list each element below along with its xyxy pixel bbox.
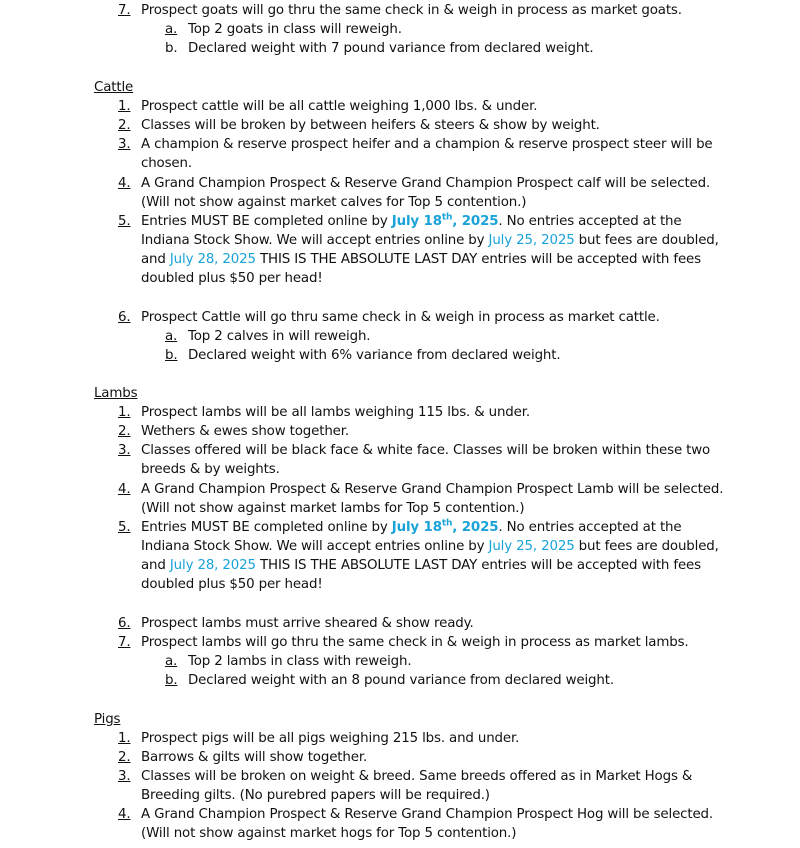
cattle-sub-b-letter: b. [165, 348, 178, 363]
cattle-and-text: and [141, 252, 170, 267]
lambs-deadline-year: , 2025 [452, 520, 499, 535]
cattle-item-2-number: 2. [118, 118, 131, 133]
cattle-heading: Cattle [94, 80, 134, 95]
lambs-item-5-line-1 [141, 518, 681, 537]
pigs-item-2-number: 2. [118, 750, 131, 765]
lambs-item-3-number: 3. [118, 443, 131, 458]
pigs-item-4-number: 4. [118, 807, 131, 822]
cattle-item-4-number: 4. [118, 176, 131, 191]
cattle-fees-doubled-text: but fees are doubled, [574, 233, 719, 248]
cattle-sub-b-text: Declared weight with 6% variance from declared weight. [188, 348, 561, 363]
lambs-online-text: Indiana Stock Show. We will accept entries online by [141, 539, 489, 554]
cattle-deadline-year: , 2025 [452, 214, 499, 229]
lambs-item-3-line-1: Classes offered will be black face & white face. Classes will be broken within these two [141, 443, 711, 458]
lambs-heading: Lambs [94, 386, 138, 401]
pigs-item-3-line-1: Classes will be broken on weight & breed. Same breeds offered as in Market Hogs & [141, 769, 693, 784]
pigs-item-1-text: Prospect pigs will be all pigs weighing 215 lbs. and under. [141, 731, 520, 746]
pigs-item-1-number: 1. [118, 731, 131, 746]
lambs-deadline-suffix: th [441, 518, 453, 529]
lambs-item-7-text: Prospect lambs will go thru the same check in & weigh in process as market lambs. [141, 635, 689, 650]
lambs-entries-text: Entries MUST BE completed online by [141, 520, 392, 535]
lambs-item-6-number: 6. [118, 616, 131, 631]
goats-sub-b-letter: b. [165, 41, 178, 56]
cattle-item-5-number: 5. [118, 214, 131, 229]
lambs-item-4-number: 4. [118, 482, 131, 497]
lambs-no-entries-text: . No entries accepted at the [498, 520, 682, 535]
lambs-item-2-text: Wethers & ewes show together. [141, 424, 349, 439]
lambs-item-5-line-4: doubled plus $50 per head! [141, 577, 323, 592]
lambs-deadline-date [392, 520, 499, 535]
lambs-item-1-text: Prospect lambs will be all lambs weighing 115 lbs. & under. [141, 405, 530, 420]
lambs-sub-b-text: Declared weight with an 8 pound variance from declared weight. [188, 673, 614, 688]
pigs-item-3-number: 3. [118, 769, 131, 784]
lambs-item-4-line-1: A Grand Champion Prospect & Reserve Grand Champion Prospect Lamb will be selected. [141, 482, 724, 497]
lambs-last-date: July 28, 2025 [169, 558, 256, 573]
pigs-heading: Pigs [94, 712, 121, 727]
cattle-item-1-text: Prospect cattle will be all cattle weighing 1,000 lbs. & under. [141, 99, 538, 114]
cattle-sub-a-text: Top 2 calves in will reweigh. [188, 329, 371, 344]
cattle-deadline-date [392, 214, 499, 229]
pigs-item-4-line-2: (Will not show against market hogs for Top 5 contention.) [141, 826, 517, 841]
lambs-deadline-day: July 18 [391, 520, 442, 535]
cattle-item-6-number: 6. [118, 310, 131, 325]
cattle-deadline-day: July 18 [391, 214, 442, 229]
lambs-item-6-text: Prospect lambs must arrive sheared & show ready. [141, 616, 474, 631]
lambs-item-2-number: 2. [118, 424, 131, 439]
lambs-item-3-line-2: breeds & by weights. [141, 462, 280, 477]
cattle-last-day-text: THIS IS THE ABSOLUTE LAST DAY entries will be accepted with fees [255, 252, 701, 267]
cattle-item-5-line-1 [141, 212, 681, 231]
cattle-item-5-line-2 [141, 231, 719, 250]
lambs-item-5-line-2 [141, 537, 719, 556]
cattle-item-2-text: Classes will be broken by between heifers & steers & show by weight. [141, 118, 600, 133]
lambs-last-day-text: THIS IS THE ABSOLUTE LAST DAY entries will be accepted with fees [255, 558, 701, 573]
lambs-item-7-number: 7. [118, 635, 131, 650]
lambs-sub-b-letter: b. [165, 673, 178, 688]
lambs-item-4-line-2: (Will not show against market lambs for Top 5 contention.) [141, 501, 525, 516]
lambs-sub-a-text: Top 2 lambs in class with reweigh. [188, 654, 412, 669]
cattle-item-4-line-2: (Will not show against market calves for Top 5 contention.) [141, 195, 527, 210]
lambs-sub-a-letter: a. [165, 654, 178, 669]
cattle-item-3-number: 3. [118, 137, 131, 152]
cattle-entries-text: Entries MUST BE completed online by [141, 214, 392, 229]
lambs-and-text: and [141, 558, 170, 573]
pigs-item-4-line-1: A Grand Champion Prospect & Reserve Grand Champion Prospect Hog will be selected. [141, 807, 714, 822]
goats-sub-a-text: Top 2 goats in class will reweigh. [188, 22, 402, 37]
cattle-online-text: Indiana Stock Show. We will accept entries online by [141, 233, 489, 248]
cattle-deadline-suffix: th [441, 212, 453, 223]
cattle-item-5-line-3 [141, 250, 701, 269]
goats-sub-b-text: Declared weight with 7 pound variance from declared weight. [188, 41, 594, 56]
lambs-item-1-number: 1. [118, 405, 131, 420]
cattle-last-date: July 28, 2025 [169, 252, 256, 267]
lambs-item-5-line-3 [141, 556, 701, 575]
cattle-late-date: July 25, 2025 [488, 233, 575, 248]
cattle-item-6-text: Prospect Cattle will go thru same check in & weigh in process as market cattle. [141, 310, 660, 325]
cattle-item-3-line-1: A champion & reserve prospect heifer and a champion & reserve prospect steer will be [141, 137, 713, 152]
goats-sub-a-letter: a. [165, 22, 178, 37]
cattle-item-4-line-1: A Grand Champion Prospect & Reserve Grand Champion Prospect calf will be selected. [141, 176, 711, 191]
cattle-item-1-number: 1. [118, 99, 131, 114]
lambs-fees-doubled-text: but fees are doubled, [574, 539, 719, 554]
goats-item-7-number: 7. [118, 3, 131, 18]
goats-item-7-text: Prospect goats will go thru the same check in & weigh in process as market goats. [141, 3, 682, 18]
pigs-item-3-line-2: Breeding gilts. (No purebred papers will be required.) [141, 788, 490, 803]
lambs-late-date: July 25, 2025 [488, 539, 575, 554]
cattle-no-entries-text: . No entries accepted at the [498, 214, 682, 229]
cattle-item-5-line-4: doubled plus $50 per head! [141, 271, 323, 286]
cattle-item-3-line-2: chosen. [141, 156, 192, 171]
lambs-item-5-number: 5. [118, 520, 131, 535]
cattle-sub-a-letter: a. [165, 329, 178, 344]
pigs-item-2-text: Barrows & gilts will show together. [141, 750, 368, 765]
